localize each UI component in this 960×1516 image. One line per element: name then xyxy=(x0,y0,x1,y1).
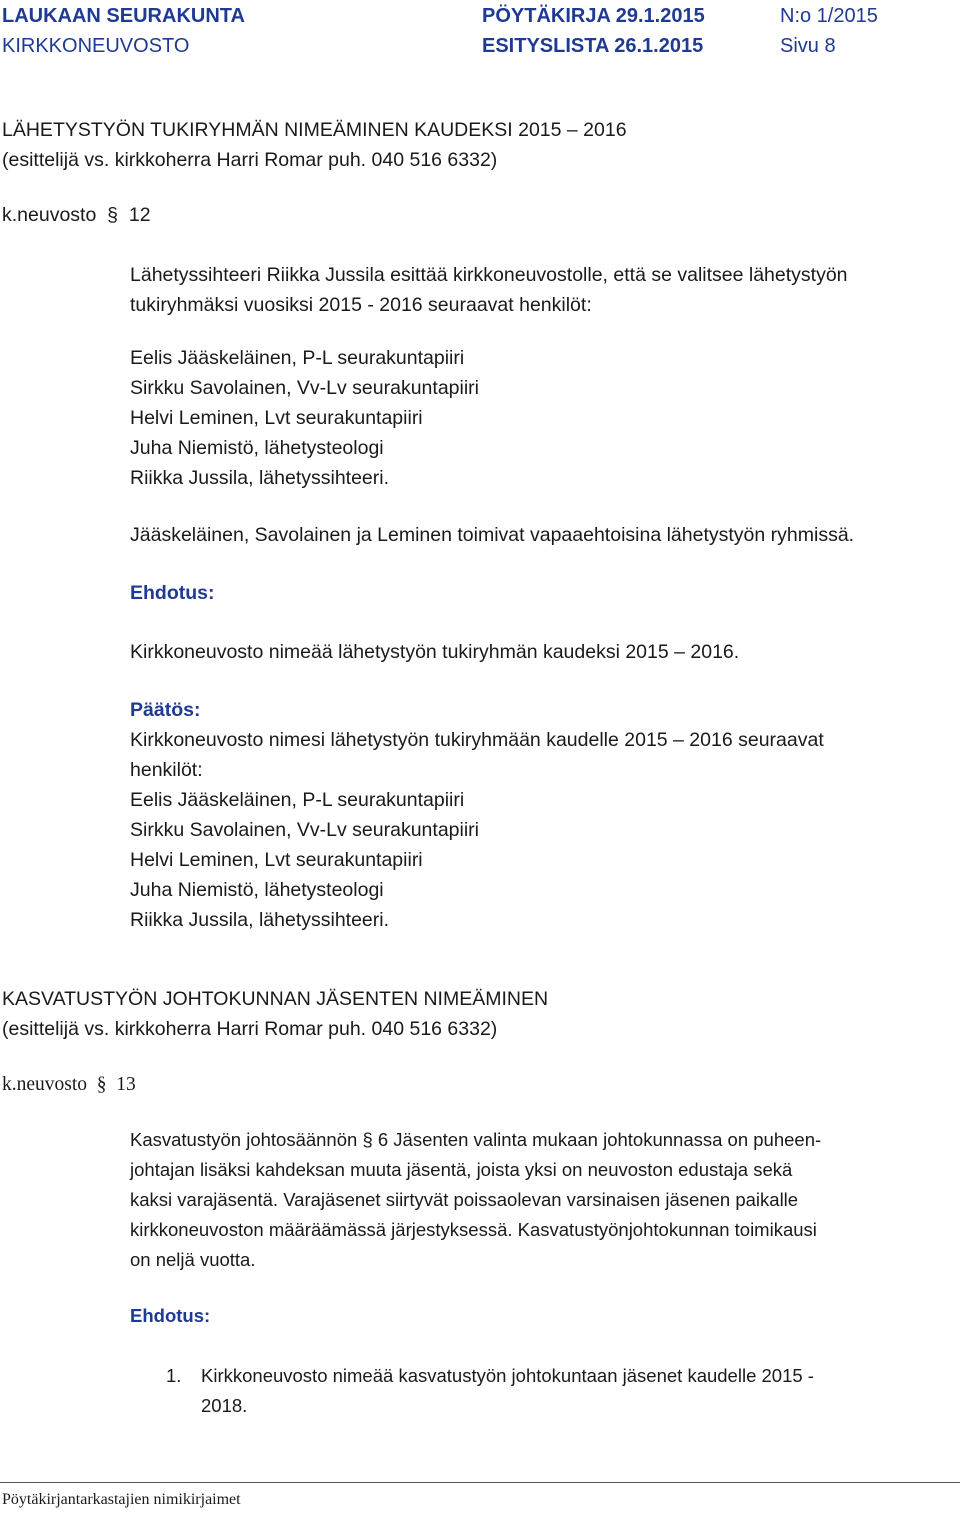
proposal-label: Ehdotus: xyxy=(130,582,215,604)
body-name: KIRKKONEUVOSTO xyxy=(2,35,190,57)
decision-member: Helvi Leminen, Lvt seurakuntapiiri xyxy=(130,849,423,871)
decision-line: Kirkkoneuvosto nimesi lähetystyön tukiryhmään kaudelle 2015 – 2016 seuraavat xyxy=(130,729,824,751)
footer-divider xyxy=(0,1482,960,1483)
section2-title: KASVATUSTYÖN JOHTOKUNNAN JÄSENTEN NIMEÄMINEN xyxy=(2,988,549,1010)
member-item: Sirkku Savolainen, Vv-Lv seurakuntapiiri xyxy=(130,377,480,399)
agenda-date: ESITYSLISTA 26.1.2015 xyxy=(482,35,704,57)
body-line: johtajan lisäksi kahdeksan muuta jäsentä, joista yksi on neuvoston edustaja sekä xyxy=(130,1159,793,1180)
section2-proposal xyxy=(130,1301,945,1331)
decision-line: henkilöt: xyxy=(130,759,203,781)
minutes-date: PÖYTÄKIRJA 29.1.2015 xyxy=(482,5,705,27)
list-line: 2018. xyxy=(201,1395,248,1416)
section1-proposal xyxy=(130,578,945,608)
list-line: Kirkkoneuvosto nimeää kasvatustyön johtokuntaan jäsenet kaudelle 2015 - xyxy=(201,1365,814,1386)
intro-line: Lähetyssihteeri Riikka Jussila esittää kirkkoneuvostolle, että se valitsee lähetystyön xyxy=(130,264,848,286)
member-item: Riikka Jussila, lähetyssihteeri. xyxy=(130,467,390,489)
section1-reference xyxy=(2,200,151,230)
section1-member-list xyxy=(130,343,945,493)
section1-title: LÄHETYSTYÖN TUKIRYHMÄN NIMEÄMINEN KAUDEKSI 2015 – 2016 xyxy=(2,119,627,141)
section-sign-icon: § xyxy=(91,1074,112,1095)
page-number: Sivu 8 xyxy=(780,35,836,57)
numbered-list-item xyxy=(201,1361,814,1421)
numbered-list-marker: 1. xyxy=(166,1365,182,1386)
section2-ref-number: 13 xyxy=(116,1074,136,1095)
member-item: Juha Niemistö, lähetysteologi xyxy=(130,437,384,459)
section-sign-icon: § xyxy=(101,204,124,226)
decision-member: Eelis Jääskeläinen, P-L seurakuntapiiri xyxy=(130,789,465,811)
member-item: Eelis Jääskeläinen, P-L seurakuntapiiri xyxy=(130,347,465,369)
decision-member: Juha Niemistö, lähetysteologi xyxy=(130,879,384,901)
section1-ref-label: k.neuvosto xyxy=(2,204,97,226)
section1-proposal-text xyxy=(130,637,945,667)
intro-line: tukiryhmäksi vuosiksi 2015 - 2016 seuraavat henkilöt: xyxy=(130,294,592,316)
decision-member: Riikka Jussila, lähetyssihteeri. xyxy=(130,909,390,931)
proposal-text: Kirkkoneuvosto nimeää lähetystyön tukiryhmän kaudeksi 2015 – 2016. xyxy=(130,641,740,663)
section1-presenter: (esittelijä vs. kirkkoherra Harri Romar puh. 040 516 6332) xyxy=(2,149,498,171)
note-text: Jääskeläinen, Savolainen ja Leminen toimivat vapaaehtoisina lähetystyön ryhmissä. xyxy=(130,524,855,546)
body-line: kaksi varajäsentä. Varajäsenet siirtyvät poissaolevan varsinaisen jäsenen paikalle xyxy=(130,1189,799,1210)
org-name: LAUKAAN SEURAKUNTA xyxy=(2,5,245,27)
section1-decision xyxy=(130,695,945,935)
section2-body xyxy=(130,1125,945,1275)
section1-intro xyxy=(130,260,945,320)
section2-reference xyxy=(2,1070,136,1100)
footer-text: Pöytäkirjantarkastajien nimikirjaimet xyxy=(2,1491,241,1508)
section1-note xyxy=(130,520,945,550)
section2-presenter: (esittelijä vs. kirkkoherra Harri Romar puh. 040 516 6332) xyxy=(2,1018,498,1040)
body-line: Kasvatustyön johtosäännön § 6 Jäsenten valinta mukaan johtokunnassa on puheen- xyxy=(130,1129,822,1150)
section2-ref-label: k.neuvosto xyxy=(2,1074,88,1095)
decision-member: Sirkku Savolainen, Vv-Lv seurakuntapiiri xyxy=(130,819,480,841)
body-line: kirkkoneuvoston määräämässä järjestyksessä. Kasvatustyönjohtokunnan toimikausi xyxy=(130,1219,817,1240)
proposal-label: Ehdotus: xyxy=(130,1305,211,1326)
member-item: Helvi Leminen, Lvt seurakuntapiiri xyxy=(130,407,423,429)
decision-label: Päätös: xyxy=(130,699,201,721)
body-line: on neljä vuotta. xyxy=(130,1249,256,1270)
document-number: N:o 1/2015 xyxy=(780,5,878,27)
section1-ref-number: 12 xyxy=(128,204,151,226)
